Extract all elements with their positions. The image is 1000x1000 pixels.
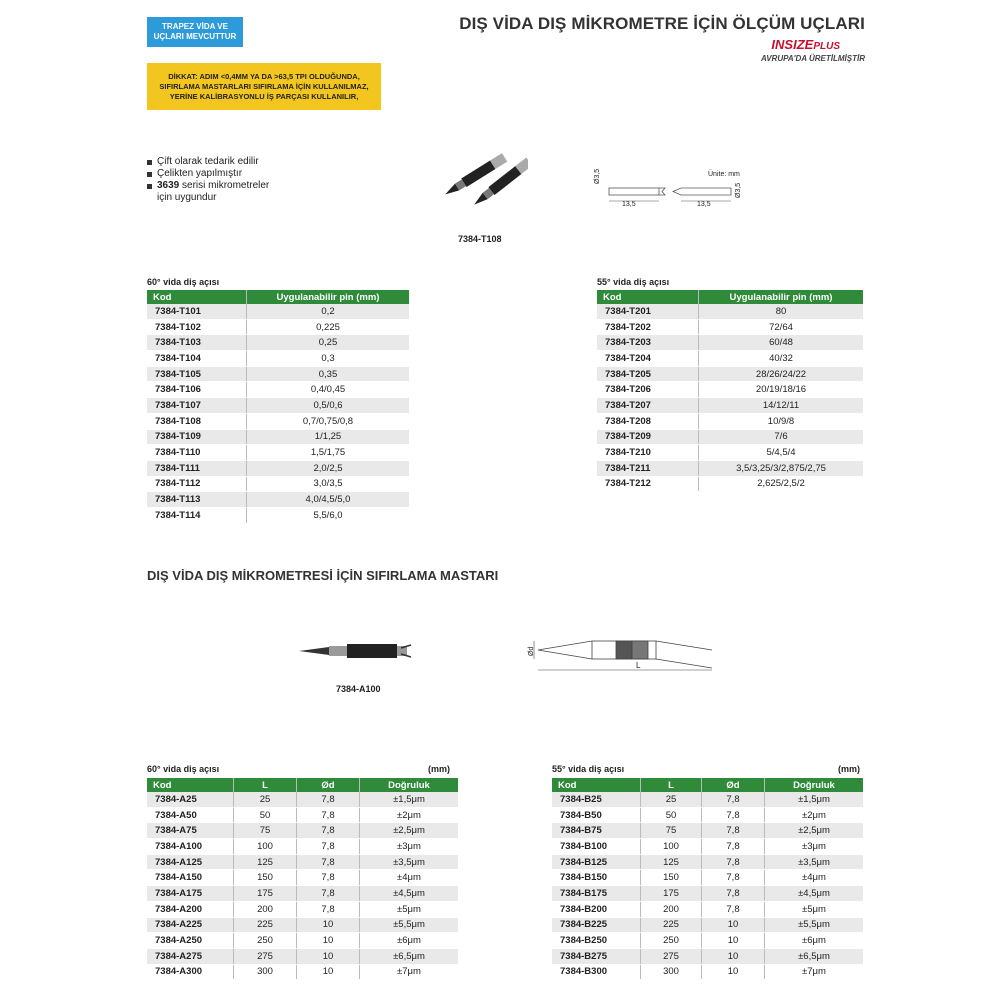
value-cell: 10 [702,964,765,980]
table-row [147,886,458,902]
code-cell: 7384-T106 [147,382,247,398]
table-row [147,366,409,382]
value-cell: ±3μm [765,839,864,855]
value-cell: 5,5/6,0 [247,507,410,523]
table-row [147,351,409,367]
code-cell: 7384-T212 [597,476,699,492]
code-cell: 7384-T108 [147,413,247,429]
value-cell: 7/6 [699,429,864,445]
value-cell: 300 [234,964,297,980]
code-cell: 7384-B200 [552,901,641,917]
table-row [147,476,409,492]
trapez-badge [147,17,243,47]
logo-text: INSIZE [771,37,814,52]
table-row [147,948,458,964]
table-row [147,823,458,839]
table-row [597,476,863,492]
table-row [552,870,863,886]
feature-text: serisi mikrometreler [179,180,270,191]
table-row [597,319,863,335]
value-cell: ±5,5μm [765,917,864,933]
code-cell: 7384-T101 [147,304,247,319]
code-cell: 7384-T206 [597,382,699,398]
table-row [552,823,863,839]
table-row [147,492,409,508]
value-cell: 7,8 [297,807,360,823]
value-cell: 50 [234,807,297,823]
code-cell: 7384-T105 [147,366,247,382]
col-l: L [641,778,702,792]
value-cell: 0,3 [247,351,410,367]
value-cell: 10 [702,917,765,933]
value-cell: 125 [234,854,297,870]
value-cell: 175 [641,886,702,902]
warning-line-3: YERİNE KALİBRASYONLU İŞ PARÇASI KULLANILIR, [169,91,359,101]
code-cell: 7384-T204 [597,351,699,367]
code-cell: 7384-A50 [147,807,234,823]
value-cell: 7,8 [297,839,360,855]
value-cell: 75 [234,823,297,839]
value-cell: 125 [641,854,702,870]
value-cell: 7,8 [702,823,765,839]
value-cell: 275 [234,948,297,964]
code-cell: 7384-T201 [597,304,699,319]
code-cell: 7384-A175 [147,886,234,902]
badge-line-1: TRAPEZ VİDA VE [162,22,228,31]
table-row [147,964,458,980]
value-cell: 150 [641,870,702,886]
tips60-table [147,290,409,524]
code-cell: 7384-T210 [597,445,699,461]
code-cell: 7384-B150 [552,870,641,886]
table-row [147,917,458,933]
value-cell: 5/4,5/4 [699,445,864,461]
value-cell: 3,5/3,25/3/2,875/2,75 [699,460,864,476]
code-cell: 7384-B300 [552,964,641,980]
col-accuracy: Doğruluk [360,778,459,792]
gauges55-table [552,778,863,980]
code-cell: 7384-A250 [147,933,234,949]
value-cell: 100 [234,839,297,855]
code-cell: 7384-T109 [147,429,247,445]
value-cell: 200 [234,901,297,917]
table-row [147,507,409,523]
value-cell: 100 [641,839,702,855]
value-cell: 25 [234,792,297,807]
code-cell: 7384-A100 [147,839,234,855]
value-cell: 7,8 [297,870,360,886]
value-cell: 7,8 [297,854,360,870]
value-cell: ±5μm [765,901,864,917]
value-cell: 7,8 [297,886,360,902]
len-left-label: 13,5 [622,201,636,208]
value-cell: ±4,5μm [360,886,459,902]
value-cell: 7,8 [297,823,360,839]
tips60-title: 60° vida diş açısı [147,277,220,287]
value-cell: 10 [297,917,360,933]
value-cell: 0,225 [247,319,410,335]
code-cell: 7384-T202 [597,319,699,335]
value-cell: ±6μm [765,933,864,949]
value-cell: ±7μm [360,964,459,980]
code-cell: 7384-A200 [147,901,234,917]
section2-title: DIŞ VİDA DIŞ MİKROMETRESİ İÇİN SIFIRLAMA MASTARI [147,568,499,583]
warning-line-1: DİKKAT: ADIM <0,4MM YA DA >63,5 TPI OLDUĞUNDA, [168,71,360,81]
value-cell: ±4,5μm [765,886,864,902]
value-cell: 40/32 [699,351,864,367]
feature-item: Çelikten yapılmıştır [147,168,269,180]
value-cell: ±6,5μm [360,948,459,964]
code-cell: 7384-T207 [597,398,699,414]
code-cell: 7384-T112 [147,476,247,492]
value-cell: 25 [641,792,702,807]
col-accuracy: Doğruluk [765,778,864,792]
code-cell: 7384-B100 [552,839,641,855]
tip-product-image [438,145,528,225]
value-cell: 175 [234,886,297,902]
value-cell: 0,4/0,45 [247,382,410,398]
table-row [552,964,863,980]
value-cell: 10 [297,933,360,949]
value-cell: 300 [641,964,702,980]
value-cell: 80 [699,304,864,319]
code-cell: 7384-A125 [147,854,234,870]
value-cell: 7,8 [702,854,765,870]
series-number: 3639 [157,180,180,191]
gauges55-unit: (mm) [838,764,860,774]
table-row [147,445,409,461]
code-cell: 7384-T209 [597,429,699,445]
col-pin: Uygulanabilir pin (mm) [247,290,410,304]
table-row [147,413,409,429]
value-cell: 7,8 [702,839,765,855]
table-row [147,792,458,807]
tip-image-caption: 7384-T108 [458,234,502,244]
value-cell: 10 [297,948,360,964]
table-row [552,917,863,933]
value-cell: ±6,5μm [765,948,864,964]
table-row [147,429,409,445]
warning-box [147,63,381,110]
col-d: Ød [297,778,360,792]
col-code: Kod [147,778,234,792]
value-cell: 60/48 [699,335,864,351]
value-cell: 72/64 [699,319,864,335]
value-cell: 28/26/24/22 [699,366,864,382]
value-cell: 14/12/11 [699,398,864,414]
value-cell: 3,0/3,5 [247,476,410,492]
table-row [552,792,863,807]
value-cell: ±1,5μm [765,792,864,807]
col-code: Kod [147,290,247,304]
table-row [597,445,863,461]
badge-line-2: UÇLARI MEVCUTTUR [153,32,237,41]
value-cell: 4,0/4,5/5,0 [247,492,410,508]
tip-body [461,161,495,187]
table-row [597,304,863,319]
code-cell: 7384-T113 [147,492,247,508]
code-cell: 7384-A75 [147,823,234,839]
value-cell: 0,35 [247,366,410,382]
value-cell: ±1,5μm [360,792,459,807]
code-cell: 7384-B175 [552,886,641,902]
table-row [147,398,409,414]
code-cell: 7384-T203 [597,335,699,351]
code-cell: 7384-T208 [597,413,699,429]
drawing-d-label: Ød [528,646,535,656]
table-row [552,948,863,964]
value-cell: 7,8 [297,792,360,807]
table-row [552,886,863,902]
code-cell: 7384-A300 [147,964,234,980]
code-cell: 7384-B25 [552,792,641,807]
code-cell: 7384-A25 [147,792,234,807]
value-cell: 250 [234,933,297,949]
table-row [147,839,458,855]
table-row [147,807,458,823]
value-cell: 10 [702,948,765,964]
table-row [147,870,458,886]
code-cell: 7384-T107 [147,398,247,414]
logo-plus: PLUS [813,41,840,52]
value-cell: ±2μm [360,807,459,823]
code-cell: 7384-T102 [147,319,247,335]
table-row [147,304,409,319]
value-cell: 250 [641,933,702,949]
table-row [552,807,863,823]
value-cell: 1,5/1,75 [247,445,410,461]
value-cell: 200 [641,901,702,917]
tip-body [488,166,521,195]
insize-logo [760,37,840,53]
value-cell: ±4μm [765,870,864,886]
value-cell: 10 [297,964,360,980]
code-cell: 7384-T111 [147,460,247,476]
warning-line-2: SIFIRLAMA MASTARLARI SIFIRLAMA İÇİN KULLANILMAZ, [159,81,369,91]
value-cell: 1/1,25 [247,429,410,445]
value-cell: 0,25 [247,335,410,351]
table-row [147,335,409,351]
code-cell: 7384-T114 [147,507,247,523]
table-row [597,351,863,367]
code-cell: 7384-B50 [552,807,641,823]
code-cell: 7384-A150 [147,870,234,886]
code-cell: 7384-B250 [552,933,641,949]
value-cell: ±7μm [765,964,864,980]
table-row [552,933,863,949]
code-cell: 7384-T211 [597,460,699,476]
value-cell: 150 [234,870,297,886]
col-d: Ød [702,778,765,792]
value-cell: 75 [641,823,702,839]
value-cell: ±5,5μm [360,917,459,933]
code-cell: 7384-B275 [552,948,641,964]
value-cell: 0,2 [247,304,410,319]
value-cell: 7,8 [702,792,765,807]
value-cell: 7,8 [297,901,360,917]
table-row [597,382,863,398]
value-cell: ±6μm [360,933,459,949]
len-right-label: 13,5 [697,201,711,208]
gauge-drawing [526,630,716,680]
table-row [597,335,863,351]
value-cell: ±5μm [360,901,459,917]
value-cell: 225 [641,917,702,933]
code-cell: 7384-B225 [552,917,641,933]
feature-item-cont: için uygundur [157,192,217,203]
value-cell: ±3μm [360,839,459,855]
code-cell: 7384-B125 [552,854,641,870]
table-row [147,382,409,398]
col-pin: Uygulanabilir pin (mm) [699,290,864,304]
tips55-table [597,290,863,492]
value-cell: ±2,5μm [765,823,864,839]
col-l: L [234,778,297,792]
code-cell: 7384-T104 [147,351,247,367]
code-cell: 7384-T110 [147,445,247,461]
gauge-product-image [295,636,415,666]
value-cell: 50 [641,807,702,823]
table-row [597,429,863,445]
gauges60-unit: (mm) [428,764,450,774]
logo-tagline: AVRUPA'DA ÜRETİLMİŞTİR [761,54,865,63]
dia-left-label: Ø3,5 [594,168,601,184]
table-row [597,413,863,429]
feature-item: Çift olarak tedarik edilir [147,156,269,168]
table-row [147,901,458,917]
value-cell: 7,8 [702,870,765,886]
gauges60-table [147,778,458,980]
code-cell: 7384-A275 [147,948,234,964]
table-row [552,839,863,855]
table-row [597,366,863,382]
table-row [147,460,409,476]
value-cell: 2,625/2,5/2 [699,476,864,492]
dia-right-label: Ø3,5 [735,182,742,198]
value-cell: 0,7/0,75/0,8 [247,413,410,429]
table-row [552,854,863,870]
value-cell: 7,8 [702,807,765,823]
gauges55-title: 55° vida diş açısı [552,764,625,774]
code-cell: 7384-T103 [147,335,247,351]
gauge-image-caption: 7384-A100 [336,684,381,694]
col-code: Kod [597,290,699,304]
value-cell: 2,0/2,5 [247,460,410,476]
code-cell: 7384-A225 [147,917,234,933]
drawing-l-label: L [636,661,641,670]
value-cell: ±4μm [360,870,459,886]
value-cell: 7,8 [702,886,765,902]
tips55-title: 55° vida diş açısı [597,277,670,287]
value-cell: 7,8 [702,901,765,917]
tip-drawing [595,180,745,212]
value-cell: ±3,5μm [360,854,459,870]
value-cell: 275 [641,948,702,964]
table-row [597,460,863,476]
table-row [552,901,863,917]
col-code: Kod [552,778,641,792]
value-cell: 225 [234,917,297,933]
table-row [147,319,409,335]
code-cell: 7384-B75 [552,823,641,839]
table-row [147,933,458,949]
gauges60-title: 60° vida diş açısı [147,764,220,774]
value-cell: ±3,5μm [765,854,864,870]
value-cell: 20/19/18/16 [699,382,864,398]
value-cell: ±2,5μm [360,823,459,839]
table-row [147,854,458,870]
unit-label: Ünite: mm [708,171,740,178]
value-cell: ±2μm [765,807,864,823]
value-cell: 10 [702,933,765,949]
code-cell: 7384-T205 [597,366,699,382]
value-cell: 0,5/0,6 [247,398,410,414]
page-title: DIŞ VİDA DIŞ MİKROMETRE İÇİN ÖLÇÜM UÇLARI [459,14,865,33]
feature-list [147,156,269,204]
feature-item [147,180,269,192]
table-row [597,398,863,414]
value-cell: 10/9/8 [699,413,864,429]
